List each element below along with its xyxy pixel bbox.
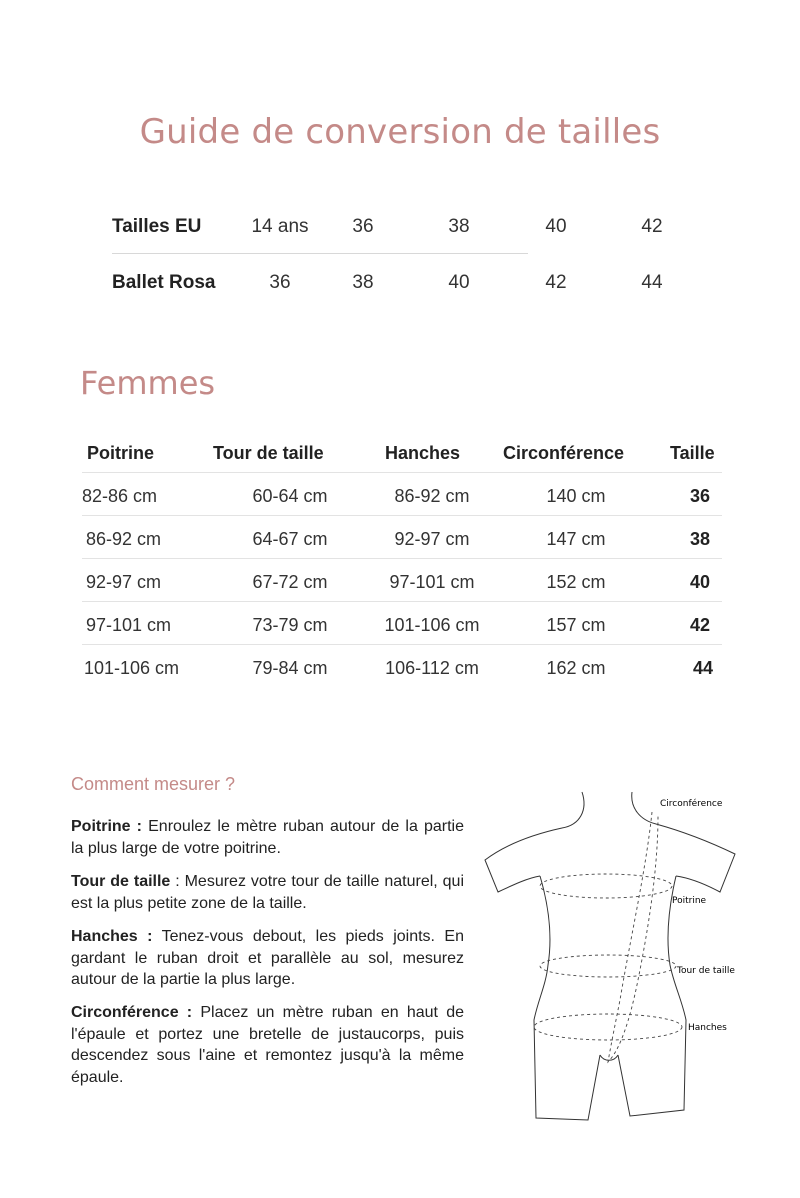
description: Tenez-vous debout, les pieds joints. En gardant le ruban droit et parallèle au sol, mesurez autour de la partie la plus large. bbox=[71, 928, 465, 988]
cell-hanches: 97-101 cm bbox=[389, 572, 475, 592]
cell-size: 42 bbox=[689, 615, 711, 635]
conversion-cell: 40 bbox=[545, 216, 567, 237]
neck-right-outline bbox=[632, 792, 656, 824]
cell-hanches: 92-97 cm bbox=[394, 529, 470, 549]
divider bbox=[82, 558, 722, 559]
cell-hanches: 106-112 cm bbox=[385, 658, 479, 678]
description: : Mesurez votre tour de taille naturel, qui est la plus petite zone de la taille. bbox=[71, 873, 464, 912]
conversion-row-label: Tailles EU bbox=[112, 216, 202, 237]
conversion-cell: 38 bbox=[352, 272, 374, 293]
divider bbox=[82, 644, 722, 645]
column-header: Tour de taille bbox=[213, 443, 324, 463]
term: Poitrine : bbox=[71, 818, 143, 835]
conversion-cell: 42 bbox=[641, 216, 663, 237]
instruction-poitrine bbox=[71, 816, 464, 859]
divider bbox=[82, 601, 722, 602]
cell-poitrine: 82-86 cm bbox=[82, 486, 158, 506]
conversion-cell: 42 bbox=[545, 272, 567, 293]
how-to-title: Comment mesurer ? bbox=[71, 774, 236, 794]
conversion-cell: 38 bbox=[448, 216, 470, 237]
column-header: Poitrine bbox=[87, 443, 155, 463]
circumference-strap bbox=[608, 812, 658, 1062]
cell-taille: 73-79 cm bbox=[252, 615, 328, 635]
cell-circonference: 162 cm bbox=[546, 658, 606, 678]
left-sleeve-outline bbox=[485, 828, 562, 892]
cell-size: 38 bbox=[689, 529, 711, 549]
column-header: Hanches bbox=[385, 443, 461, 463]
right-torso-outline bbox=[618, 876, 686, 1116]
waist-measure-line bbox=[540, 955, 676, 977]
cell-poitrine: 97-101 cm bbox=[86, 615, 172, 635]
body-measurement-figure bbox=[470, 780, 790, 1130]
conversion-cell: 40 bbox=[448, 272, 470, 293]
cell-size: 40 bbox=[689, 572, 711, 592]
figure-label-waist: Tour de taille bbox=[677, 966, 735, 976]
conversion-cell: 44 bbox=[641, 272, 663, 293]
cell-taille: 60-64 cm bbox=[252, 486, 328, 506]
cell-taille: 64-67 cm bbox=[252, 529, 328, 549]
instruction-hanches bbox=[71, 926, 464, 991]
cell-circonference: 147 cm bbox=[546, 529, 606, 549]
term: Circonférence : bbox=[71, 1004, 193, 1021]
cell-circonference: 140 cm bbox=[546, 486, 606, 506]
figure-label-hips: Hanches bbox=[688, 1023, 727, 1033]
cell-hanches: 101-106 cm bbox=[384, 615, 480, 635]
column-header: Circonférence bbox=[503, 443, 625, 463]
cell-poitrine: 101-106 cm bbox=[84, 658, 180, 678]
term: Hanches : bbox=[71, 928, 153, 945]
cell-circonference: 157 cm bbox=[546, 615, 606, 635]
page-title: Guide de conversion de tailles bbox=[139, 112, 661, 152]
conversion-cell: 36 bbox=[269, 272, 291, 293]
right-sleeve-outline bbox=[656, 824, 735, 892]
cell-size: 44 bbox=[692, 658, 714, 678]
cell-hanches: 86-92 cm bbox=[394, 486, 470, 506]
column-header: Taille bbox=[670, 443, 715, 463]
figure-label-circumference: Circonférence bbox=[660, 799, 723, 809]
divider bbox=[82, 515, 722, 516]
cell-circonference: 152 cm bbox=[546, 572, 606, 592]
cell-poitrine: 86-92 cm bbox=[86, 529, 162, 549]
divider bbox=[112, 253, 528, 254]
figure-label-chest: Poitrine bbox=[672, 896, 707, 906]
description: Enroulez le mètre ruban autour de la partie la plus large de votre poitrine. bbox=[71, 818, 465, 857]
divider bbox=[82, 472, 722, 473]
conversion-cell: 14 ans bbox=[251, 216, 309, 237]
instruction-circonference bbox=[71, 1002, 464, 1088]
cell-taille: 67-72 cm bbox=[252, 572, 328, 592]
neck-left-outline bbox=[562, 792, 584, 828]
left-torso-outline bbox=[534, 876, 600, 1120]
conversion-cell: 36 bbox=[352, 216, 374, 237]
cell-taille: 79-84 cm bbox=[252, 658, 328, 678]
conversion-row-label: Ballet Rosa bbox=[112, 272, 216, 293]
term: Tour de taille bbox=[71, 873, 171, 890]
description: Placez un mètre ruban en haut de l'épaule et portez une bretelle de justaucorps, puis descendez sous l'aine et remontez jusqu'à la même épaule. bbox=[71, 1004, 464, 1086]
hips-measure-line bbox=[534, 1014, 682, 1040]
section-heading-femmes: Femmes bbox=[80, 364, 216, 402]
cell-poitrine: 92-97 cm bbox=[86, 572, 162, 592]
instruction-tour-de-taille bbox=[71, 871, 464, 914]
cell-size: 36 bbox=[689, 486, 711, 506]
